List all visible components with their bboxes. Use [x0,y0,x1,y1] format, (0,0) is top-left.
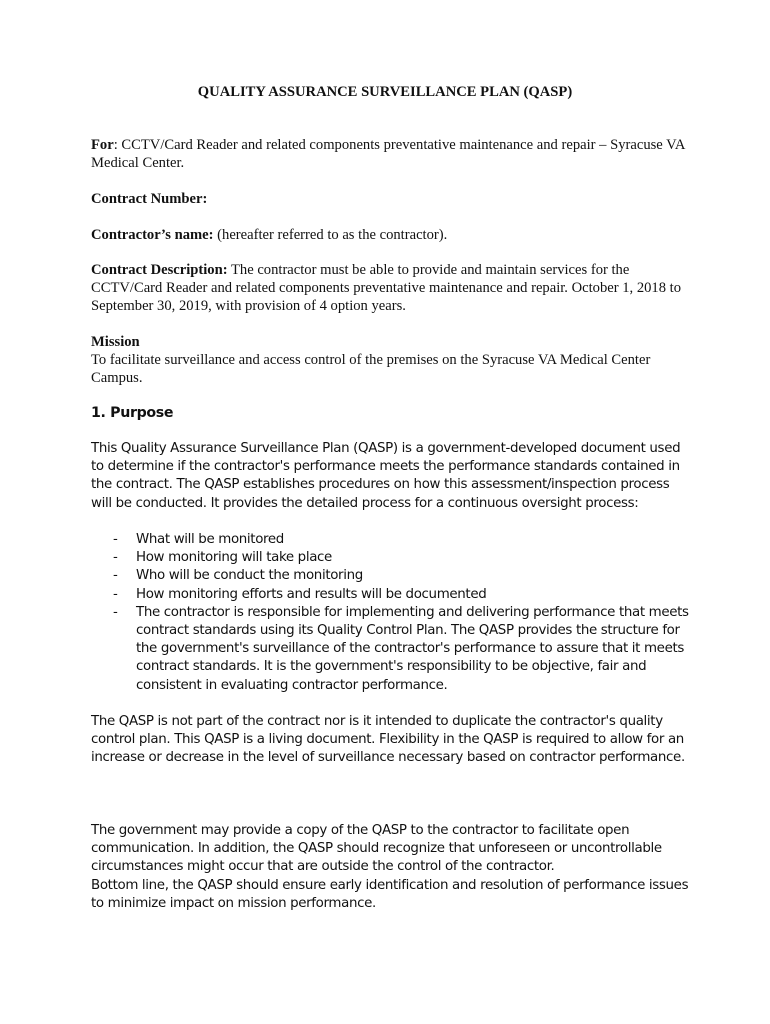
mission-text: To facilitate surveillance and access control of the premises on the Syracuse VA Medical Center Campus. [91,352,651,386]
bottom-line-paragraph: Bottom line, the QASP should ensure early identification and resolution of performance issues to minimize impact on mission performance. [91,878,689,912]
for-text: : CCTV/Card Reader and related components preventative maintenance and repair – Syracuse VA Medical Center. [91,137,685,171]
for-paragraph [91,136,691,172]
contractor-name-paragraph [91,226,691,244]
contractor-name-text: (hereafter referred to as the contractor). [213,227,448,243]
contract-number-paragraph [91,190,691,208]
contractor-name-label: Contractor’s name: [91,227,214,243]
contract-description-text: The contractor must be able to provide and maintain services for the CCTV/Card Reader and related components preventative maintenance and repair. October 1, 2018 to September 30, 2019, with provision of 4 option years. [91,262,682,314]
contract-number-label: Contract Number: [91,191,208,207]
for-label: For [91,137,114,153]
list-item: - The contractor is responsible for implementing and delivering performance that meets contract standards using its Quality Control Plan. The QASP provides the structure for the government's surveillance of the contractor's performance to assure that it meets contract standards. It is the government's responsibility to be objective, fair and consistent in evaluating contractor performance. [113,604,689,693]
oversight-list [91,531,691,695]
purpose-heading: 1. Purpose [91,405,174,421]
qasp-not-contract-paragraph: The QASP is not part of the contract nor is it intended to duplicate the contractor's quality control plan. This QASP is a living document. Flexibility in the QASP is required to allow for an increase or decrease in the level of surveillance necessary based on contractor performance. [91,714,685,766]
list-item: - Who will be conduct the monitoring [113,568,363,584]
list-item: - What will be monitored [113,532,284,547]
copy-of-qasp-paragraph: The government may provide a copy of the QASP to the contractor to facilitate open communication. In addition, the QASP should recognize that unforeseen or uncontrollable circumstances might occur that are outside the control of the contractor. [91,823,662,875]
list-item: - How monitoring will take place [113,550,332,566]
list-item: - How monitoring efforts and results will be documented [113,586,487,602]
contract-description-paragraph [91,261,691,315]
document-title: QUALITY ASSURANCE SURVEILLANCE PLAN (QASP) [197,84,573,100]
contract-description-label: Contract Description: [91,262,228,278]
purpose-intro: This Quality Assurance Surveillance Plan (QASP) is a government-developed document used to determine if the contractor's performance meets the performance standards contained in the contract. The QASP establishes procedures on how this assessment/inspection process will be conducted. It provides the detailed process for a continuous oversight process: [91,441,681,511]
mission-heading: Mission [91,334,140,350]
